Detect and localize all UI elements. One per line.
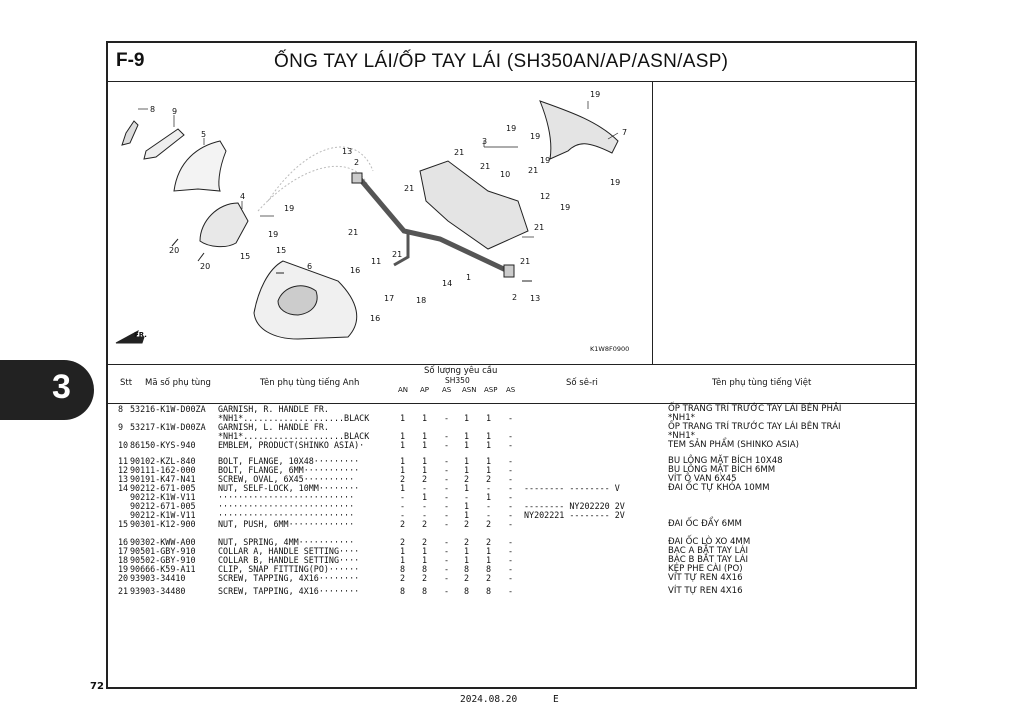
row-part-number: 90212-671-005 <box>130 501 196 511</box>
callout-19d: 19 <box>506 124 517 133</box>
row-qty: - <box>508 510 514 520</box>
row-qty: 2 <box>486 573 492 583</box>
row-qty: - <box>444 546 450 556</box>
row-qty: - <box>486 501 492 511</box>
callout-21c: 21 <box>392 250 403 259</box>
row-name-vn: ỐP TRANG TRÍ TRƯỚC TAY LÁI BÊN TRÁI <box>668 422 841 432</box>
callout-21d: 21 <box>454 148 465 157</box>
row-qty: - <box>486 510 492 520</box>
row-name-en: NUT, SPRING, 4MM··········· <box>218 537 355 547</box>
callout-18: 18 <box>416 296 427 305</box>
row-qty: 2 <box>486 519 492 529</box>
callout-8: 8 <box>150 105 156 114</box>
row-qty: 8 <box>422 586 428 596</box>
row-qty: 1 <box>422 546 428 556</box>
row-name-vn: BẠC A BẮT TAY LÁI <box>668 546 749 556</box>
row-stt: 14 <box>118 483 129 493</box>
row-qty: - <box>508 573 514 583</box>
callout-13: 13 <box>342 147 353 156</box>
col-part-number: Mã số phụ tùng <box>145 378 211 388</box>
front-marker: FR. <box>134 331 147 339</box>
row-part-number: 90191-K47-N41 <box>130 474 196 484</box>
row-serial: -------- -------- V <box>524 483 620 493</box>
row-name-vn: ĐAI ỐC ĐẨY 6MM <box>668 519 742 529</box>
callout-19g: 19 <box>610 178 621 187</box>
table-row <box>108 573 915 584</box>
row-qty: 1 <box>400 440 406 450</box>
row-part-number: 90102-KZL-840 <box>130 456 196 466</box>
row-name-vn: ĐAI ỐC LÒ XO 4MM <box>668 537 751 547</box>
footer-edition: E <box>552 694 559 705</box>
row-qty: - <box>508 440 514 450</box>
row-part-number: 90111-162-000 <box>130 465 196 475</box>
row-qty: - <box>444 474 450 484</box>
row-qty: 2 <box>422 519 428 529</box>
row-part-number: 90301-K12-900 <box>130 519 196 529</box>
row-qty: - <box>508 537 514 547</box>
row-qty: - <box>508 474 514 484</box>
figure-title: ỐNG TAY LÁI/ỐP TAY LÁI (SH350AN/AP/ASN/ASP) <box>274 51 729 72</box>
callout-19: 19 <box>284 204 295 213</box>
row-qty: - <box>486 483 492 493</box>
row-qty: 1 <box>422 456 428 466</box>
row-qty: - <box>444 537 450 547</box>
row-qty: 1 <box>486 413 492 423</box>
row-qty: 1 <box>464 413 470 423</box>
row-qty: - <box>444 501 450 511</box>
row-qty: 8 <box>400 564 406 574</box>
row-name-en: COLLAR A, HANDLE SETTING···· <box>218 546 360 556</box>
row-stt: 13 <box>118 474 129 484</box>
row-name-en: NUT, SELF-LOCK, 10MM········ <box>218 483 360 493</box>
row-name-vn: BẠC B BẮT TAY LÁI <box>668 555 749 565</box>
row-name-vn: VÍT TỰ REN 4X16 <box>668 586 743 596</box>
row-qty: - <box>422 483 428 493</box>
callout-17: 17 <box>384 294 395 303</box>
callout-6: 6 <box>307 262 313 271</box>
row-serial: -------- NY202220 2V <box>524 501 625 511</box>
figure-header <box>108 43 915 82</box>
callout-7: 7 <box>622 128 628 137</box>
row-stt: 8 <box>118 404 124 414</box>
callout-21h: 21 <box>520 257 531 266</box>
row-qty: - <box>508 555 514 565</box>
callout-13b: 13 <box>530 294 541 303</box>
row-qty: - <box>508 519 514 529</box>
row-name-en: SCREW, TAPPING, 4X16········ <box>218 573 360 583</box>
row-qty: 1 <box>486 431 492 441</box>
row-name-vn: BU LÔNG MẶT BÍCH 10X48 <box>668 456 783 466</box>
row-name-vn: ỐP TRANG TRÍ TRƯỚC TAY LÁI BÊN PHẢI <box>668 404 842 414</box>
row-qty: 2 <box>422 537 428 547</box>
row-qty: 2 <box>400 573 406 583</box>
row-stt: 12 <box>118 465 129 475</box>
row-qty: - <box>508 564 514 574</box>
row-stt: 9 <box>118 422 124 432</box>
row-qty: - <box>444 586 450 596</box>
row-name-en: BOLT, FLANGE, 6MM··········· <box>218 465 360 475</box>
row-part-number: 90212-K1W-V11 <box>130 492 196 502</box>
row-qty: 2 <box>400 474 406 484</box>
row-qty: - <box>508 483 514 493</box>
callout-16b: 16 <box>370 314 381 323</box>
parts-table-body <box>108 404 915 687</box>
row-name-en: ··························· <box>218 501 355 511</box>
row-qty: 2 <box>464 519 470 529</box>
row-qty: 1 <box>422 440 428 450</box>
row-qty: 1 <box>422 465 428 475</box>
row-qty: 1 <box>400 456 406 466</box>
row-serial: NY202221 -------- 2V <box>524 510 625 520</box>
qty-col-asn: ASN <box>462 386 477 394</box>
diagram-image-code: K1W8F0900 <box>590 345 630 353</box>
row-name-en: GARNISH, L. HANDLE FR. <box>218 422 329 432</box>
row-part-number: 93903-34480 <box>130 586 186 596</box>
row-qty: - <box>464 492 470 502</box>
section-tab-number: 3 <box>52 368 71 406</box>
row-qty: - <box>422 510 428 520</box>
callout-3: 3 <box>482 137 488 146</box>
row-qty: - <box>444 564 450 574</box>
row-part-number: 90212-671-005 <box>130 483 196 493</box>
table-row <box>108 519 915 530</box>
callout-4: 4 <box>240 192 246 201</box>
row-name-vn: VÍT TỰ REN 4X16 <box>668 573 743 583</box>
row-name-en: *NH1*....................BLACK <box>218 431 370 441</box>
row-qty: 1 <box>464 501 470 511</box>
col-name-en: Tên phụ tùng tiếng Anh <box>260 378 360 388</box>
row-name-en: SCREW, OVAL, 6X45·········· <box>218 474 355 484</box>
callout-15b: 15 <box>276 246 287 255</box>
row-part-number: 90212-K1W-V11 <box>130 510 196 520</box>
row-qty: 2 <box>486 474 492 484</box>
callout-11: 11 <box>371 257 382 266</box>
row-qty: - <box>444 465 450 475</box>
qty-col-asp: ASP <box>484 386 498 394</box>
row-qty: - <box>444 483 450 493</box>
row-qty: 1 <box>464 456 470 466</box>
row-name-en: SCREW, TAPPING, 4X16········ <box>218 586 360 596</box>
row-stt: 17 <box>118 546 129 556</box>
row-qty: - <box>508 501 514 511</box>
row-part-number: 93903-34410 <box>130 573 186 583</box>
row-qty: 8 <box>464 586 470 596</box>
row-qty: 1 <box>422 492 428 502</box>
col-name-vn: Tên phụ tùng tiếng Việt <box>712 378 812 388</box>
row-name-en: ··························· <box>218 510 355 520</box>
page-footer <box>460 694 559 705</box>
row-name-en: *NH1*....................BLACK <box>218 413 370 423</box>
row-qty: 2 <box>400 519 406 529</box>
callout-10: 10 <box>500 170 511 179</box>
row-qty: - <box>444 519 450 529</box>
row-stt: 18 <box>118 555 129 565</box>
row-name-en: COLLAR B, HANDLE SETTING···· <box>218 555 360 565</box>
footer-date: 2024.08.20 <box>460 694 518 705</box>
callout-19f: 19 <box>540 156 551 165</box>
row-name-en: EMBLEM, PRODUCT(SHINKO ASIA)· <box>218 440 365 450</box>
row-part-number: 53216-K1W-D00ZA <box>130 404 206 414</box>
callout-14: 14 <box>442 279 453 288</box>
col-qty-model: SH350 <box>445 376 470 385</box>
row-qty: 8 <box>486 564 492 574</box>
row-qty: 1 <box>486 492 492 502</box>
row-qty: 1 <box>422 413 428 423</box>
callout-19b: 19 <box>268 230 279 239</box>
section-tab <box>0 360 94 420</box>
row-part-number: 86150-KYS-940 <box>130 440 196 450</box>
callout-2b: 2 <box>512 293 518 302</box>
row-name-vn: *NH1* <box>668 413 695 423</box>
row-qty: 8 <box>486 586 492 596</box>
row-part-number: 90502-GBY-910 <box>130 555 196 565</box>
row-name-en: GARNISH, R. HANDLE FR. <box>218 404 329 414</box>
row-stt: 21 <box>118 586 129 596</box>
row-qty: - <box>400 510 406 520</box>
row-qty: 1 <box>486 555 492 565</box>
callout-21a: 21 <box>404 184 415 193</box>
row-name-vn: *NH1* <box>668 431 695 441</box>
row-name-en: ··························· <box>218 492 355 502</box>
row-part-number: 90666-K59-A11 <box>130 564 196 574</box>
row-name-en: BOLT, FLANGE, 10X48········· <box>218 456 360 466</box>
row-qty: 2 <box>464 537 470 547</box>
row-qty: - <box>508 413 514 423</box>
callout-19c: 19 <box>590 90 601 99</box>
callout-12: 12 <box>540 192 551 201</box>
qty-col-an: AN <box>398 386 409 394</box>
row-qty: - <box>508 492 514 502</box>
row-qty: - <box>444 492 450 502</box>
row-qty: 2 <box>464 573 470 583</box>
row-qty: 1 <box>464 431 470 441</box>
row-qty: - <box>444 456 450 466</box>
row-qty: - <box>400 501 406 511</box>
row-qty: - <box>444 510 450 520</box>
row-qty: 1 <box>400 465 406 475</box>
row-qty: 1 <box>422 555 428 565</box>
row-qty: 1 <box>422 431 428 441</box>
qty-col-as2: AS <box>506 386 516 394</box>
row-qty: - <box>508 465 514 475</box>
row-qty: 1 <box>400 546 406 556</box>
parts-table-header <box>108 364 915 404</box>
row-qty: 1 <box>486 456 492 466</box>
row-qty: 8 <box>422 564 428 574</box>
row-qty: - <box>444 555 450 565</box>
page-number: 72 <box>90 681 104 692</box>
row-qty: - <box>508 586 514 596</box>
row-qty: 1 <box>400 555 406 565</box>
col-serial: Số sê-ri <box>566 378 598 388</box>
row-name-vn: VÍT Ô VAN 6X45 <box>668 474 737 484</box>
row-stt: 10 <box>118 440 129 450</box>
table-row <box>108 586 915 597</box>
qty-col-ap: AP <box>420 386 430 394</box>
callout-1: 1 <box>466 273 472 282</box>
row-part-number: 90302-KWW-A00 <box>130 537 196 547</box>
row-qty: - <box>444 573 450 583</box>
callout-9: 9 <box>172 107 178 116</box>
row-part-number: 90501-GBY-910 <box>130 546 196 556</box>
row-stt: 20 <box>118 573 129 583</box>
row-name-en: CLIP, SNAP FITTING(PO)······ <box>218 564 360 574</box>
figure-code: F-9 <box>116 50 145 71</box>
callout-20b: 20 <box>200 262 211 271</box>
row-qty: 1 <box>464 555 470 565</box>
row-qty: 1 <box>464 440 470 450</box>
callout-21e: 21 <box>480 162 491 171</box>
callout-5: 5 <box>201 130 207 139</box>
row-qty: - <box>508 431 514 441</box>
callout-19h: 19 <box>560 203 571 212</box>
callout-21g: 21 <box>534 223 545 232</box>
row-qty: 8 <box>464 564 470 574</box>
row-qty: 1 <box>464 546 470 556</box>
row-stt: 15 <box>118 519 129 529</box>
row-qty: - <box>444 440 450 450</box>
row-stt: 19 <box>118 564 129 574</box>
row-name-vn: KẸP PHE CÀI (PO) <box>668 564 743 574</box>
row-qty: 2 <box>486 537 492 547</box>
row-qty: - <box>422 501 428 511</box>
qty-col-as: AS <box>442 386 452 394</box>
diagram-drawing <box>108 81 650 364</box>
row-qty: - <box>400 492 406 502</box>
callout-21f: 21 <box>528 166 539 175</box>
row-qty: 1 <box>486 440 492 450</box>
row-qty: 2 <box>422 474 428 484</box>
row-qty: 1 <box>464 465 470 475</box>
row-part-number: 53217-K1W-D00ZA <box>130 422 206 432</box>
callout-21b: 21 <box>348 228 359 237</box>
row-qty: 8 <box>400 586 406 596</box>
row-name-en: NUT, PUSH, 6MM············· <box>218 519 355 529</box>
row-qty: 2 <box>400 537 406 547</box>
row-stt: 16 <box>118 537 129 547</box>
row-name-vn: ĐAI ỐC TỰ KHÓA 10MM <box>668 483 770 493</box>
row-qty: - <box>508 546 514 556</box>
row-qty: 1 <box>486 546 492 556</box>
callout-15: 15 <box>240 252 251 261</box>
row-qty: - <box>444 413 450 423</box>
callout-19e: 19 <box>530 132 541 141</box>
row-qty: 1 <box>464 510 470 520</box>
row-qty: 1 <box>400 431 406 441</box>
parts-catalog-frame <box>106 41 917 689</box>
row-qty: - <box>444 431 450 441</box>
row-qty: 1 <box>464 483 470 493</box>
callout-16: 16 <box>350 266 361 275</box>
row-qty: 2 <box>464 474 470 484</box>
row-qty: 1 <box>400 483 406 493</box>
col-stt: Stt <box>120 378 133 388</box>
row-name-vn: TEM SẢN PHẨM (SHINKO ASIA) <box>668 440 799 450</box>
row-qty: 1 <box>486 465 492 475</box>
col-qty-label: Số lượng yêu cầu <box>424 366 498 376</box>
row-qty: 1 <box>400 413 406 423</box>
row-stt: 11 <box>118 456 129 466</box>
row-qty: - <box>508 456 514 466</box>
table-row <box>108 440 915 451</box>
callout-2: 2 <box>354 158 360 167</box>
row-name-vn: BU LÔNG MẶT BÍCH 6MM <box>668 465 776 475</box>
exploded-parts-diagram <box>108 81 653 364</box>
callout-20: 20 <box>169 246 180 255</box>
row-qty: 2 <box>422 573 428 583</box>
